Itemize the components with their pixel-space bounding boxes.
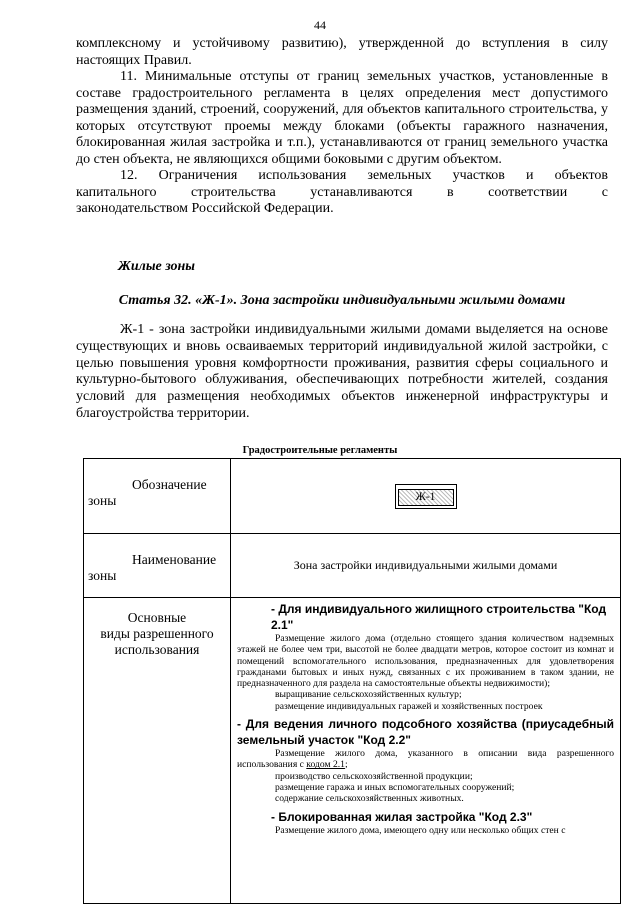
section-heading: Жилые зоны — [118, 259, 196, 274]
zone-code-label: Обозначение — [132, 477, 207, 492]
zone-code-label-cell — [84, 459, 231, 534]
main-uses-label-3: использования — [114, 642, 200, 657]
use-description-2-1: Размещение жилого дома (отдельно стоящего здания количеством надземных этажей не более чем три, высотой не более двадцати метров, которое состоит из комнат и помещений вспомогательного использования, предназначенных для удовлетворения гражданами бытовых и иных нужд, связанных с их проживанием в таком здании, не предназначенного для раздела на самостоятельные объекты недвижимости); — [237, 633, 614, 690]
use-sub-item: размещение индивидуальных гаражей и хозяйственных построек — [275, 700, 543, 712]
top-text — [76, 36, 608, 218]
item-11-paragraph: 11. Минимальные отступы от границ земельных участков, установленные в составе градостроительного регламента в целях определения мест допустимого размещения зданий, строений, сооружений, для объектов капитального строительства, у которых отсутствуют проемы между блоками (объекты гаражного назначения, блокированная жилая застройка и т.п.), устанавливаются от границ земельного участка до стен объекта, не являющихся общими боковыми с другим объектом. — [76, 69, 608, 167]
use-sub-item: производство сельскохозяйственной продукции; — [275, 770, 473, 782]
zone-code-cell — [231, 459, 621, 534]
main-uses-label: Основные — [127, 610, 187, 625]
main-uses-label-2: виды разрешенного — [100, 626, 214, 641]
table-row — [84, 534, 621, 598]
table-row — [84, 459, 621, 534]
use-title-2-3: - Блокированная жилая застройка "Код 2.3" — [271, 809, 533, 824]
use-sub-item: выращивание сельскохозяйственных культур; — [275, 689, 462, 701]
zone-code-badge — [395, 484, 457, 509]
item-12-line-2: капитального строительства устанавливаются в соответствии с — [76, 184, 608, 200]
use-title-2-1: - Для индивидуального жилищного строительства "Код 2.1" — [271, 602, 607, 632]
use-description-2-2 — [237, 748, 614, 771]
zone-name-label-cell — [84, 534, 231, 598]
item-12-line-3: законодательством Российской Федерации. — [76, 201, 334, 216]
code-2-1-link[interactable]: кодом 2.1 — [306, 759, 345, 771]
use-description-2-3: Размещение жилого дома, имеющего одну или несколько общих стен с — [275, 825, 566, 837]
main-uses-label-cell — [84, 598, 231, 904]
zone-name-value: Зона застройки индивидуальными жилыми домами — [293, 558, 558, 572]
zone-code-value: Ж-1 — [398, 489, 454, 506]
regulations-table — [83, 458, 621, 904]
item-12-line-1: 12. Ограничения использования земельных участков и объектов — [120, 168, 608, 183]
main-uses-cell — [231, 598, 621, 904]
zone-description: Ж-1 - зона застройки индивидуальными жилыми домами выделяется на основе существующих и вновь осваиваемых территорий индивидуальной жилой застройки, с целью повышения уровня комфортности проживания, развития сферы социального и культурно-бытового облуживания, обеспечивающих потребности жителей, создания условий для размещения необходимых объектов инженерной инфраструктуры и благоустройства территории. — [76, 322, 608, 421]
zone-code-label-2: зоны — [88, 493, 117, 508]
use-sub-item: содержание сельскохозяйственных животных. — [275, 793, 464, 805]
zone-name-cell — [231, 534, 621, 598]
continuation-paragraph: комплексному и устойчивому развитию), утвержденной до вступления в силу настоящих Правил. — [76, 36, 608, 68]
article-title: Статья 32. «Ж-1». Зона застройки индивидуальными жилыми домами — [118, 293, 566, 308]
use-title-2-2: - Для ведения личного подсобного хозяйства (приусадебный земельный участок "Код 2.2" — [237, 717, 614, 747]
table-caption: Градостроительные регламенты — [242, 445, 398, 456]
zone-name-label-2: зоны — [88, 568, 117, 583]
use-description-text: Размещение жилого дома, указанного в описании вида разрешенного использования с — [237, 748, 614, 771]
page-number: 44 — [314, 18, 326, 32]
table-row — [84, 598, 621, 904]
use-description-text: ; — [344, 759, 348, 771]
use-sub-item: размещение гаража и иных вспомогательных сооружений; — [275, 781, 515, 793]
zone-name-label: Наименование — [132, 552, 217, 567]
item-12-paragraph — [76, 168, 608, 218]
